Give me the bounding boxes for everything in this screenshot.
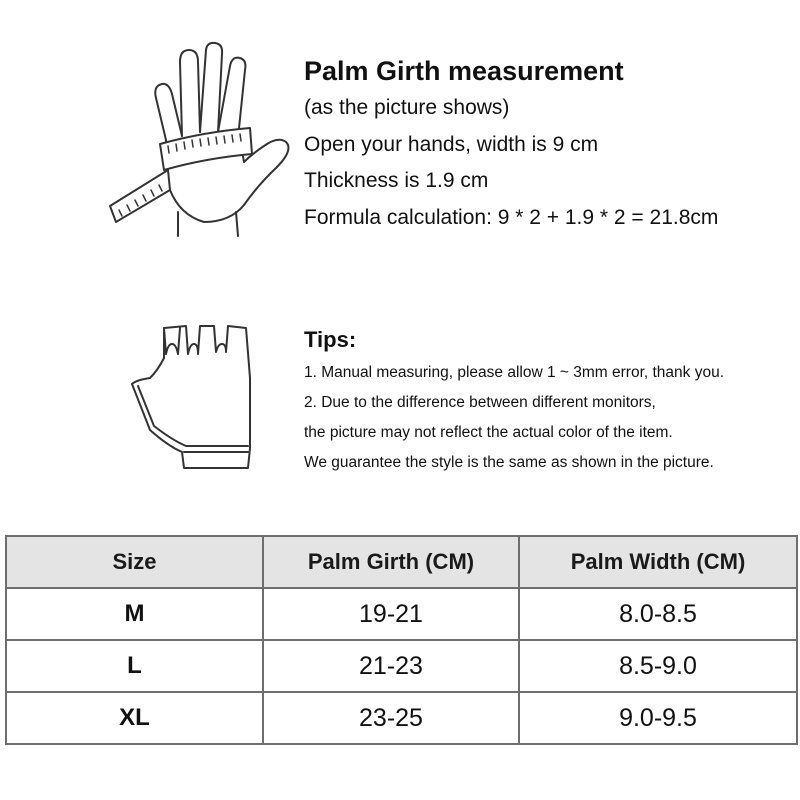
tips-section	[304, 325, 800, 478]
size-cell: M	[6, 588, 263, 640]
measurement-line: Open your hands, width is 9 cm	[304, 132, 599, 156]
palm-girth-cell: 21-23	[263, 640, 519, 692]
measurement-formula: Formula calculation: 9 * 2 + 1.9 * 2 = 21.8cm	[304, 205, 719, 229]
table-header-row	[6, 536, 797, 588]
table-row	[6, 640, 797, 692]
palm-width-cell: 8.0-8.5	[519, 588, 797, 640]
size-cell: XL	[6, 692, 263, 744]
table-row	[6, 692, 797, 744]
measurement-line: Thickness is 1.9 cm	[304, 169, 489, 192]
hand-measuring-tape-icon	[108, 40, 298, 240]
fingerless-glove-icon	[128, 318, 263, 478]
tips-line: the picture may not reflect the actual color of the item.	[304, 424, 673, 441]
tips-line: 1. Manual measuring, please allow 1 ~ 3mm error, thank you.	[304, 364, 725, 381]
tips-title: Tips:	[304, 327, 357, 352]
palm-width-cell: 9.0-9.5	[519, 692, 797, 744]
tips-line: We guarantee the style is the same as shown in the picture.	[304, 454, 714, 471]
header-size: Size	[6, 536, 263, 588]
table-row	[6, 588, 797, 640]
palm-width-cell: 8.5-9.0	[519, 640, 797, 692]
size-cell: L	[6, 640, 263, 692]
measurement-line: (as the picture shows)	[304, 96, 510, 119]
palm-girth-cell: 19-21	[263, 588, 519, 640]
measurement-section	[304, 52, 794, 236]
header-palm-width: Palm Width (CM)	[519, 536, 797, 588]
size-chart-table	[5, 535, 798, 745]
palm-girth-cell: 23-25	[263, 692, 519, 744]
measurement-title: Palm Girth measurement	[304, 56, 624, 86]
header-palm-girth: Palm Girth (CM)	[263, 536, 519, 588]
tips-line: 2. Due to the difference between different monitors,	[304, 394, 656, 411]
